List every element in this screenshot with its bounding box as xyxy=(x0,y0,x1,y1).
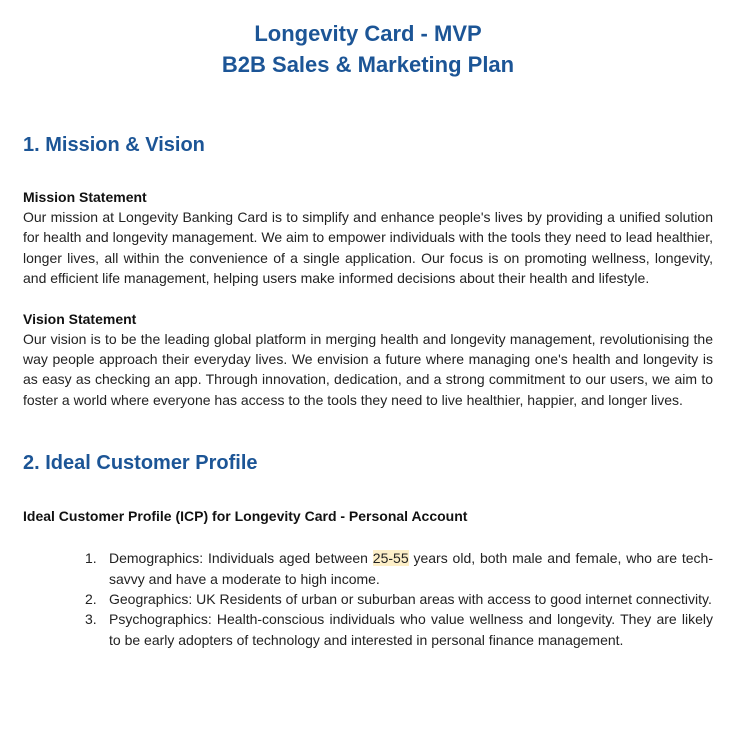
document-title-line-2: B2B Sales & Marketing Plan xyxy=(221,52,515,77)
vision-statement-text: Our vision is to be the leading global platform in merging health and longevity management, revolutionising the way people approach their everyday lives. We envision a future where managing one's health and longevity is as easy as checking an app. Through innovation, dedication, and a strong commitment to our users, we aim to foster a world where everyone has access to the tools they need to live healthier, happier, and longer lives. xyxy=(23,330,713,408)
section-heading-mission-vision: 1. Mission & Vision xyxy=(23,134,205,156)
document-title xyxy=(23,0,713,80)
geographics-text: Geographics: UK Residents of urban or suburban areas with access to good internet connectivity. xyxy=(109,591,712,608)
icp-list-item-psychographics xyxy=(23,609,713,650)
section-mission-vision xyxy=(23,132,713,410)
list-item-number: 2. xyxy=(85,591,97,608)
list-item-number: 3. xyxy=(85,611,97,628)
document-title-line-1: Longevity Card - MVP xyxy=(254,21,482,46)
demographics-text-before: Demographics: Individuals aged between xyxy=(109,550,373,567)
mission-statement-label: Mission Statement xyxy=(23,189,147,205)
section-ideal-customer-profile xyxy=(23,450,713,650)
icp-list-item-geographics xyxy=(23,589,713,609)
vision-statement-label: Vision Statement xyxy=(23,310,137,327)
mission-statement-text: Our mission at Longevity Banking Card is to simplify and enhance people's lives by providing a unified solution for health and longevity management. We aim to empower individuals with the tools they need to lead healthier, longer lives, all within the convenience of a single application. Our focus is on promoting wellness, longevity, and efficient life management, helping users make informed decisions about their health and lifestyle. xyxy=(23,209,713,287)
icp-list xyxy=(23,548,713,650)
age-range-highlight: 25-55 xyxy=(372,550,409,567)
demographics-text-after: years old, both male and female, who are tech-savvy and have a moderate to high income. xyxy=(109,550,714,587)
list-item-number: 1. xyxy=(85,550,97,567)
psychographics-text: Psychographics: Health-conscious individuals who value wellness and longevity. They are likely to be early adopters of technology and interested in personal finance management. xyxy=(109,611,713,648)
icp-subheading: Ideal Customer Profile (ICP) for Longevity Card - Personal Account xyxy=(23,508,468,525)
section-heading-ideal-customer-profile: 2. Ideal Customer Profile xyxy=(23,452,258,475)
icp-list-item-demographics xyxy=(23,548,713,589)
